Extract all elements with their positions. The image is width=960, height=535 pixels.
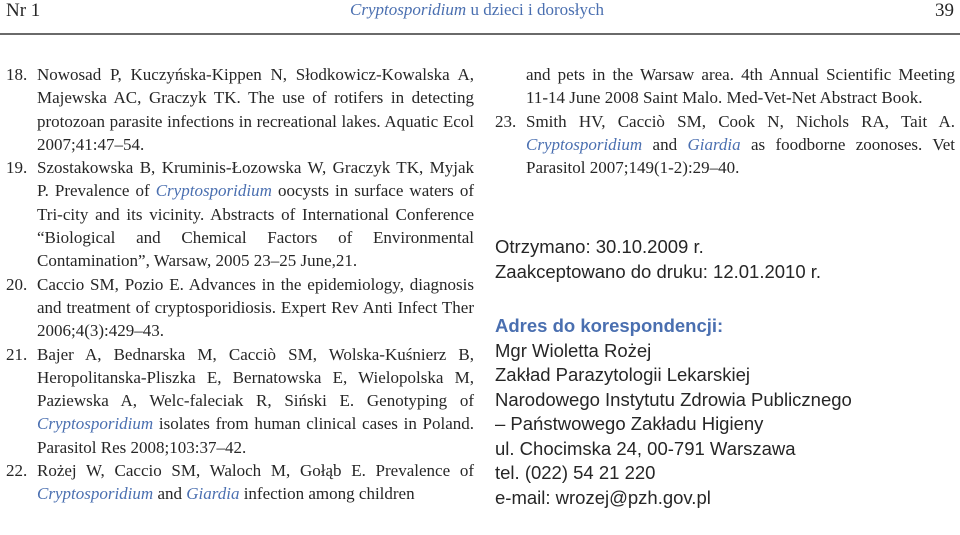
reference-text-part: and: [153, 484, 187, 504]
reference-text-part: as foodborne zoonoses. Vet Parasitol 2007;149(1-2):29–40.: [526, 134, 955, 178]
reference-18: [6, 63, 474, 156]
reference-text-part: and: [642, 134, 688, 154]
running-title: [350, 0, 604, 20]
reference-text: Nowosad P, Kuczyńska-Kippen N, Słodkowicz-Kowalska A, Majewska AC, Graczyk TK. The use of rotifers in detecting protozoan parasite infections in recreational lakes. Aquatic Ecol 2007;41:47–54.: [37, 65, 474, 154]
header-rule: [0, 33, 960, 35]
reference-number: 22.: [6, 461, 28, 481]
received-date: Otrzymano: 30.10.2009 r.: [495, 236, 704, 257]
correspondence-address: ul. Chocimska 24, 00-791 Warszawa: [495, 437, 796, 459]
reference-20: [6, 273, 474, 343]
reference-text-part: Szostakowska B, Kruminis-Łozowska W, Graczyk TK, Myjak P. Prevalence of: [37, 158, 474, 201]
reference-21: [6, 343, 474, 459]
reference-italic-term: Cryptosporidium: [37, 484, 154, 504]
reference-number: 21.: [6, 344, 28, 364]
reference-italic-term: Giardia: [186, 484, 240, 504]
reference-22-continued: and pets in the Warsaw area. 4th Annual Scientific Meeting 11-14 June 2008 Saint Malo. Med-Vet-Net Abstract Book.: [526, 65, 955, 108]
reference-text-part: oocysts in surface waters of Tri-city and its vicinity. Abstracts of International Conference “Biological and Chemical Factors of Environmental Contamination”, Warsaw, 2005 23–25 June,21.: [37, 181, 474, 271]
accepted-date: Zaakceptowano do druku: 12.01.2010 r.: [495, 261, 822, 282]
reference-number: 20.: [6, 274, 28, 294]
reference-text: Caccio SM, Pozio E. Advances in the epidemiology, diagnosis and treatment of cryptosporidiosis. Expert Rev Anti Infect Ther 2006;4(3):429–43.: [37, 274, 474, 341]
correspondence-block: [495, 314, 852, 510]
reference-number: 23.: [495, 111, 517, 131]
running-title-italic: Cryptosporidium: [350, 0, 467, 19]
reference-text: [526, 110, 955, 180]
reference-text-part: Smith HV, Cacciò SM, Cook N, Nichols RA, Tait A.: [526, 111, 955, 131]
reference-23: [495, 110, 955, 180]
reference-number: 19.: [6, 158, 28, 178]
correspondence-email: e-mail: wrozej@pzh.gov.pl: [495, 486, 711, 508]
reference-text-part: Bajer A, Bednarska M, Cacciò SM, Wolska-Kuśnierz B, Heropolitanska-Pliszka E, Bernatowska E, Wielopolska M, Paziewska A, Welc-faleciak R, Siński E. Genotyping of: [37, 344, 474, 411]
correspondence-phone: tel. (022) 54 21 220: [495, 462, 656, 483]
issue-number: Nr 1: [6, 0, 41, 21]
correspondence-line: Zakład Parazytologii Lekarskiej: [495, 364, 751, 385]
reference-22: [6, 459, 474, 506]
correspondence-line: – Państwowego Zakładu Higieny: [495, 413, 764, 434]
reference-number: 18.: [6, 65, 28, 84]
correspondence-name: Mgr Wioletta Rożej: [495, 339, 652, 361]
reference-italic-term: Giardia: [687, 134, 741, 154]
page-number: 39: [935, 0, 954, 21]
reference-text: [37, 459, 474, 506]
reference-italic-term: Cryptosporidium: [155, 181, 272, 201]
reference-19: [6, 156, 474, 272]
reference-italic-term: Cryptosporidium: [37, 414, 154, 434]
reference-text-part: infection among children: [239, 484, 415, 504]
article-dates: [495, 234, 821, 284]
left-column: [6, 63, 474, 506]
reference-text: [37, 343, 474, 459]
reference-text-part: isolates from human clinical cases in Poland. Parasitol Res 2008;103:37–42.: [37, 414, 474, 457]
reference-text: [37, 156, 474, 272]
right-column: [495, 63, 955, 179]
reference-text-part: Rożej W, Caccio SM, Waloch M, Gołąb E. Prevalence of: [37, 461, 474, 481]
correspondence-heading: Adres do korespondencji:: [495, 315, 724, 336]
running-title-rest: u dzieci i dorosłych: [466, 0, 605, 19]
reference-italic-term: Cryptosporidium: [526, 134, 643, 154]
correspondence-line: Narodowego Instytutu Zdrowia Publicznego: [495, 388, 852, 410]
